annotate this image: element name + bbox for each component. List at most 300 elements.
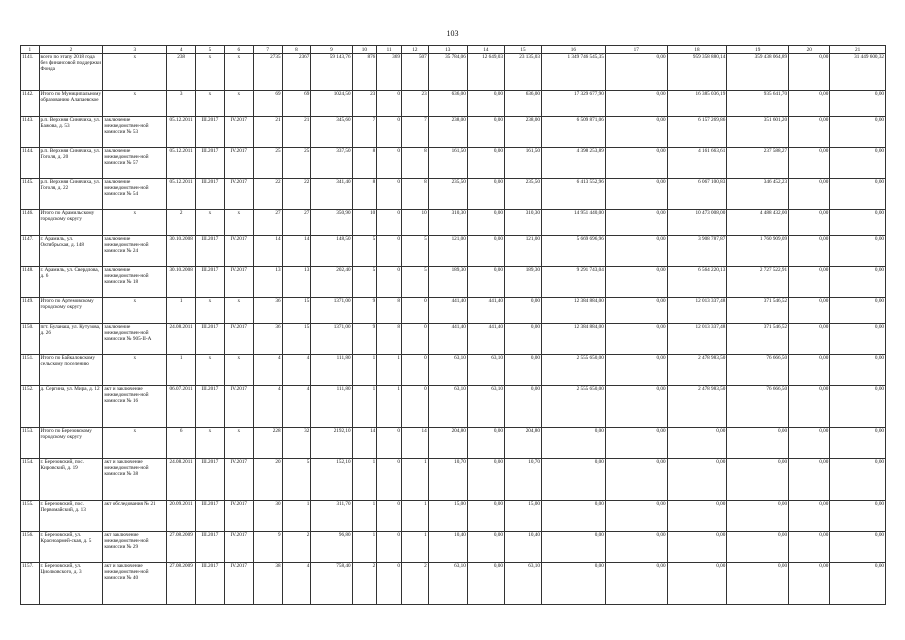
table-cell: III.2017 <box>196 459 225 501</box>
table-cell: 0,00 <box>605 459 667 501</box>
table-cell: 10 <box>401 210 428 236</box>
table-cell: 69 <box>253 91 282 117</box>
table-cell: 636,00 <box>504 91 541 117</box>
table-cell: 0,00 <box>605 298 667 324</box>
table-cell: Итого по Муниципальному образованию Алапаевское <box>39 91 103 117</box>
table-cell: 9 <box>352 298 377 324</box>
table-cell: 0,00 <box>605 532 667 563</box>
table-cell: 0,00 <box>504 324 541 355</box>
table-cell: 1144. <box>21 148 40 179</box>
table-cell: 441,40 <box>428 298 467 324</box>
table-cell: 21 <box>253 117 282 148</box>
table-cell: 27.08.2009 <box>167 532 196 563</box>
table-cell: 0,00 <box>605 428 667 459</box>
column-header: 3 <box>103 46 167 54</box>
table-cell: 0,00 <box>541 501 605 532</box>
table-cell: 9 <box>352 324 377 355</box>
table-row <box>21 324 886 355</box>
table-cell: 63,10 <box>428 386 467 428</box>
table-cell: р.п. Верхняя Синячиха, ул. Гоголя, д. 22 <box>39 179 103 210</box>
table-row <box>21 148 886 179</box>
table-cell: 0,00 <box>605 236 667 267</box>
table-cell: 0,00 <box>789 117 830 148</box>
table-cell: 341,40 <box>311 179 352 210</box>
table-cell: 6 509 871,06 <box>541 117 605 148</box>
table-cell: 0,00 <box>605 91 667 117</box>
table-cell: 76 666,50 <box>727 355 789 386</box>
table-cell: III.2017 <box>196 324 225 355</box>
table-cell: 2 555 650,00 <box>541 386 605 428</box>
table-cell: 6 157 269,86 <box>667 117 727 148</box>
table-cell: 1156. <box>21 532 40 563</box>
table-cell: 2192,10 <box>311 428 352 459</box>
table-cell: 25 <box>282 148 311 179</box>
table-cell: 8 <box>377 298 402 324</box>
table-cell: 0,00 <box>830 91 886 117</box>
table-cell: 189,30 <box>504 267 541 298</box>
table-cell: заключение межведомствен-ной комиссии № 18 <box>103 267 167 298</box>
column-header: 9 <box>311 46 352 54</box>
table-cell: 876 <box>352 54 377 91</box>
table-cell: 36 <box>253 324 282 355</box>
table-cell: 10,40 <box>428 532 467 563</box>
table-cell: 10 <box>352 210 377 236</box>
table-cell: г. Березовский, ул. Циолковского, д. 3 <box>39 563 103 605</box>
table-cell: 1152. <box>21 386 40 428</box>
table-cell: 76 666,50 <box>727 386 789 428</box>
table-cell: IV.2017 <box>224 117 253 148</box>
table-cell: 0 <box>377 148 402 179</box>
table-cell: 0 <box>377 532 402 563</box>
table-cell: 1 <box>352 532 377 563</box>
table-cell: 5 <box>401 267 428 298</box>
table-row <box>21 563 886 605</box>
table-cell: 0,00 <box>541 459 605 501</box>
table-cell: IV.2017 <box>224 324 253 355</box>
table-cell: 8 <box>377 324 402 355</box>
table-cell: 22 <box>253 179 282 210</box>
table-cell: 0,00 <box>467 459 504 501</box>
table-cell: 1371,00 <box>311 298 352 324</box>
table-cell: г. Арамиль, ул. Свердлова, д. 6 <box>39 267 103 298</box>
table-cell: 1 <box>167 355 196 386</box>
table-cell: 758,40 <box>311 563 352 605</box>
table-cell: 1371,00 <box>311 324 352 355</box>
table-cell: 24.08.2011 <box>167 324 196 355</box>
table-cell: 0,00 <box>830 459 886 501</box>
table-cell: 7 <box>352 117 377 148</box>
table-cell: 0,00 <box>830 386 886 428</box>
table-cell: 351 601,20 <box>727 117 789 148</box>
table-cell: 507 <box>401 54 428 91</box>
table-cell: заключение межведомствен-ной комиссии № 905-II-A <box>103 324 167 355</box>
table-row <box>21 355 886 386</box>
table-cell: 0,00 <box>467 501 504 532</box>
table-cell: 0,00 <box>467 148 504 179</box>
table-row <box>21 267 886 298</box>
table-cell: 5 669 696,96 <box>541 236 605 267</box>
table-cell: 0,00 <box>467 91 504 117</box>
table-cell: 12 013 337,48 <box>667 298 727 324</box>
table-cell: 15,00 <box>504 501 541 532</box>
table-cell: 63,10 <box>467 355 504 386</box>
table-cell: г. Березовский, пос. Кировский, д. 19 <box>39 459 103 501</box>
table-cell: 32 <box>282 428 311 459</box>
column-header: 20 <box>789 46 830 54</box>
table-cell: 0 <box>377 267 402 298</box>
table-cell: 96,80 <box>311 532 352 563</box>
table-cell: 24.08.2011 <box>167 459 196 501</box>
table-cell: 35 784,06 <box>428 54 467 91</box>
table-cell: 0 <box>377 91 402 117</box>
table-cell: 23 <box>352 91 377 117</box>
table-cell: 1 <box>352 355 377 386</box>
table-cell: 0,00 <box>605 148 667 179</box>
table-cell: 345,60 <box>311 117 352 148</box>
table-cell: 0,00 <box>789 179 830 210</box>
table-cell: 16 385 036,19 <box>667 91 727 117</box>
table-cell: 0,00 <box>504 298 541 324</box>
table-cell: 9 <box>253 532 282 563</box>
table-cell: 8 <box>401 148 428 179</box>
table-cell: 0,00 <box>830 148 886 179</box>
table-cell: 0,00 <box>830 117 886 148</box>
table-cell: 15 <box>282 324 311 355</box>
table-cell: 27 <box>253 210 282 236</box>
table-cell: 0,00 <box>541 532 605 563</box>
data-table <box>20 45 886 605</box>
table-cell: х <box>103 210 167 236</box>
table-cell: 1 <box>377 386 402 428</box>
table-cell: 1 <box>377 355 402 386</box>
table-cell: 0,00 <box>830 428 886 459</box>
table-cell: 0,00 <box>789 236 830 267</box>
column-header: 14 <box>467 46 504 54</box>
column-header: 21 <box>830 46 886 54</box>
table-cell: 0,00 <box>667 563 727 605</box>
table-cell: 0 <box>401 324 428 355</box>
table-cell: 1147. <box>21 236 40 267</box>
table-cell: IV.2017 <box>224 501 253 532</box>
table-cell: 0 <box>401 355 428 386</box>
table-cell: 0,00 <box>667 428 727 459</box>
table-cell: 6 067 100,83 <box>667 179 727 210</box>
table-row <box>21 298 886 324</box>
table-cell: 0 <box>377 501 402 532</box>
table-cell: 14 <box>282 236 311 267</box>
table-cell: III.2017 <box>196 532 225 563</box>
table-cell: 2 <box>167 210 196 236</box>
table-cell: 189,30 <box>428 267 467 298</box>
table-cell: 12 384 884,00 <box>541 324 605 355</box>
table-cell: 31 449 600,32 <box>830 54 886 91</box>
table-cell: 1153. <box>21 428 40 459</box>
column-header: 16 <box>541 46 605 54</box>
table-cell: IV.2017 <box>224 267 253 298</box>
table-cell: 0,00 <box>667 501 727 532</box>
table-cell: 14 <box>352 428 377 459</box>
table-cell: 0,00 <box>727 428 789 459</box>
table-cell: х <box>224 298 253 324</box>
table-cell: х <box>224 355 253 386</box>
table-cell: 7 <box>401 117 428 148</box>
table-cell: 1142. <box>21 91 40 117</box>
page-number: 103 <box>446 29 459 38</box>
table-cell: 371 546,52 <box>727 298 789 324</box>
table-cell: х <box>196 210 225 236</box>
table-cell: 1 <box>401 459 428 501</box>
table-cell: 2 478 983,50 <box>667 355 727 386</box>
table-cell: 204,80 <box>504 428 541 459</box>
table-cell: 63,10 <box>504 563 541 605</box>
table-cell: 2 727 522,91 <box>727 267 789 298</box>
table-cell: Итого по Байкаловскому сельскому поселению <box>39 355 103 386</box>
table-cell: 13 <box>282 267 311 298</box>
table-cell: 0,00 <box>789 148 830 179</box>
table-cell: 0,00 <box>605 267 667 298</box>
table-cell: 69 <box>282 91 311 117</box>
table-cell: х <box>103 54 167 91</box>
table-cell: х <box>196 355 225 386</box>
table-cell: х <box>103 355 167 386</box>
table-cell: 8 <box>352 148 377 179</box>
table-cell: 0,00 <box>830 267 886 298</box>
table-cell: IV.2017 <box>224 236 253 267</box>
table-cell: 0,00 <box>605 563 667 605</box>
column-header: 18 <box>667 46 727 54</box>
table-cell: 1150. <box>21 324 40 355</box>
column-header: 4 <box>167 46 196 54</box>
table-cell: 06.07.2011 <box>167 386 196 428</box>
table-cell: 441,40 <box>467 324 504 355</box>
table-cell: III.2017 <box>196 148 225 179</box>
table-cell: 6 <box>167 428 196 459</box>
table-cell: 1157. <box>21 563 40 605</box>
table-row <box>21 54 886 91</box>
table-cell: 0 <box>377 210 402 236</box>
table-cell: 111,80 <box>311 386 352 428</box>
table-cell: 5 <box>352 236 377 267</box>
table-cell: 310,30 <box>428 210 467 236</box>
table-row <box>21 179 886 210</box>
table-cell: х <box>103 91 167 117</box>
table-cell: 0,00 <box>830 298 886 324</box>
table-cell: 1 <box>352 386 377 428</box>
table-cell: 12 013 337,48 <box>667 324 727 355</box>
table-cell: акт и заключение межведомствен-ной комиссии № 40 <box>103 563 167 605</box>
table-cell: 1155. <box>21 501 40 532</box>
table-cell: 14 <box>253 236 282 267</box>
table-cell: х <box>224 210 253 236</box>
table-cell: 1154. <box>21 459 40 501</box>
table-cell: 10,70 <box>428 459 467 501</box>
table-cell: 36 <box>253 298 282 324</box>
table-cell: 337,50 <box>311 148 352 179</box>
table-cell: 0,00 <box>789 459 830 501</box>
table-cell: х <box>224 91 253 117</box>
table-cell: IV.2017 <box>224 148 253 179</box>
table-cell: 15,00 <box>428 501 467 532</box>
table-cell: 310,30 <box>504 210 541 236</box>
table-cell: 05.12.2011 <box>167 117 196 148</box>
table-cell: 0,00 <box>467 267 504 298</box>
table-cell: III.2017 <box>196 179 225 210</box>
table-cell: 27.08.2009 <box>167 563 196 605</box>
column-header: 10 <box>352 46 377 54</box>
table-cell: 1 <box>352 501 377 532</box>
table-cell: 0,00 <box>605 324 667 355</box>
table-cell: 4 488 432,00 <box>727 210 789 236</box>
table-cell: 371 546,52 <box>727 324 789 355</box>
table-cell: 0,00 <box>467 210 504 236</box>
table-cell: 5 <box>401 236 428 267</box>
table-cell: 5 <box>282 459 311 501</box>
table-cell: 63,10 <box>428 355 467 386</box>
table-cell: 10 473 008,00 <box>667 210 727 236</box>
table-cell: 21 <box>282 117 311 148</box>
table-cell: IV.2017 <box>224 459 253 501</box>
table-cell: р.п. Верхняя Синячиха, ул. Гоголя, д. 20 <box>39 148 103 179</box>
table-cell: заключение межведомствен-ной комиссии № 53 <box>103 117 167 148</box>
table-cell: 369 <box>377 54 402 91</box>
table-cell: 0,00 <box>830 179 886 210</box>
table-cell: 2735 <box>253 54 282 91</box>
table-cell: IV.2017 <box>224 386 253 428</box>
table-cell: х <box>196 91 225 117</box>
table-cell: 20 <box>253 459 282 501</box>
table-cell: 0,00 <box>830 210 886 236</box>
table-cell: 0 <box>401 386 428 428</box>
table-cell: 0 <box>401 298 428 324</box>
table-cell: 0,00 <box>467 117 504 148</box>
table-cell: 59 143,76 <box>311 54 352 91</box>
table-cell: 63,10 <box>428 563 467 605</box>
table-cell: 2 555 650,00 <box>541 355 605 386</box>
table-cell: 2 <box>352 563 377 605</box>
table-cell: х <box>103 428 167 459</box>
table-cell: 0,00 <box>830 324 886 355</box>
table-cell: 228 <box>253 428 282 459</box>
table-cell: 4 <box>282 355 311 386</box>
table-cell: 13 <box>253 267 282 298</box>
table-cell: 152,10 <box>311 459 352 501</box>
table-cell: 0,00 <box>789 501 830 532</box>
table-cell: 4 398 253,89 <box>541 148 605 179</box>
table-cell: 0,00 <box>789 267 830 298</box>
table-cell: IV.2017 <box>224 532 253 563</box>
table-cell: 8 <box>352 179 377 210</box>
table-cell: х <box>224 54 253 91</box>
table-cell: 0,00 <box>789 428 830 459</box>
table-cell: 2 <box>401 563 428 605</box>
table-cell: 30.10.2008 <box>167 236 196 267</box>
table-cell: III.2017 <box>196 267 225 298</box>
table-cell: 0,00 <box>789 298 830 324</box>
table-cell: 0 <box>377 428 402 459</box>
table-cell: 14 951 440,00 <box>541 210 605 236</box>
table-row <box>21 532 886 563</box>
table-cell: 148,50 <box>311 236 352 267</box>
table-cell: 10,70 <box>504 459 541 501</box>
table-cell: 1 <box>401 501 428 532</box>
table-cell: 0,00 <box>789 54 830 91</box>
table-cell: заключение межведомствен-ной комиссии № 57 <box>103 148 167 179</box>
table-cell: 0,00 <box>605 386 667 428</box>
table-cell: 30.10.2008 <box>167 267 196 298</box>
table-cell: 202,40 <box>311 267 352 298</box>
table-cell: х <box>224 428 253 459</box>
table-cell: 3 908 787,87 <box>667 236 727 267</box>
table-cell: 12 384 884,00 <box>541 298 605 324</box>
table-row <box>21 459 886 501</box>
table-cell: акт заключение межведомствен-ной комиссии № 29 <box>103 532 167 563</box>
column-header: 11 <box>377 46 402 54</box>
table-cell: 10,40 <box>504 532 541 563</box>
table-cell: всего по этапу 2018 года без финансовой поддержки Фонда <box>39 54 103 91</box>
table-cell: 1149. <box>21 298 40 324</box>
table-cell: 350,90 <box>311 210 352 236</box>
table-cell: акт обследования № 21 <box>103 501 167 532</box>
table-cell: 0,00 <box>605 501 667 532</box>
table-cell: IV.2017 <box>224 563 253 605</box>
table-cell: 235,50 <box>504 179 541 210</box>
table-cell: 0,00 <box>467 236 504 267</box>
column-header: 8 <box>282 46 311 54</box>
table-cell: 0,00 <box>789 563 830 605</box>
table-cell: 0,00 <box>830 563 886 605</box>
table-cell: 0 <box>377 236 402 267</box>
table-cell: IV.2017 <box>224 179 253 210</box>
table-row <box>21 236 886 267</box>
table-cell: 05.12.2011 <box>167 179 196 210</box>
table-cell: 1145. <box>21 179 40 210</box>
table-cell: 1 <box>167 298 196 324</box>
table-cell: 1148. <box>21 267 40 298</box>
table-cell: заключение межведомствен-ной комиссии № 24 <box>103 236 167 267</box>
table-cell: 27 <box>282 210 311 236</box>
table-cell: 0 <box>377 179 402 210</box>
table-cell: р.п. Верхняя Синячиха, ул. Бажова, д. 53 <box>39 117 103 148</box>
table-cell: 441,40 <box>467 298 504 324</box>
table-cell: 14 <box>401 428 428 459</box>
table-row <box>21 210 886 236</box>
table-cell: 235,50 <box>428 179 467 210</box>
table-cell: 0,00 <box>504 386 541 428</box>
table-cell: 0 <box>377 459 402 501</box>
table-cell: 238,00 <box>504 117 541 148</box>
table-cell: 1024,50 <box>311 91 352 117</box>
table-cell: 1 760 909,09 <box>727 236 789 267</box>
table-cell: 0,00 <box>605 179 667 210</box>
table-cell: 0,00 <box>830 532 886 563</box>
table-cell: 0,00 <box>789 91 830 117</box>
table-cell: Итого по Артемовскому городскому округу <box>39 298 103 324</box>
table-cell: 0,00 <box>605 54 667 91</box>
table-cell: 6 564 220,13 <box>667 267 727 298</box>
column-header: 6 <box>224 46 253 54</box>
table-cell: III.2017 <box>196 236 225 267</box>
table-cell: 0,00 <box>541 428 605 459</box>
table-cell: 121,00 <box>428 236 467 267</box>
table-row <box>21 91 886 117</box>
table-cell: акт и заключение межведомствен-ной комиссии № 16 <box>103 386 167 428</box>
table-cell: 0,00 <box>727 563 789 605</box>
table-cell: пгт. Буланаш, ул. Кутузова, д. 26 <box>39 324 103 355</box>
table-cell: 1146. <box>21 210 40 236</box>
table-cell: х <box>196 298 225 324</box>
table-cell: 238,00 <box>428 117 467 148</box>
table-cell: 1141. <box>21 54 40 91</box>
